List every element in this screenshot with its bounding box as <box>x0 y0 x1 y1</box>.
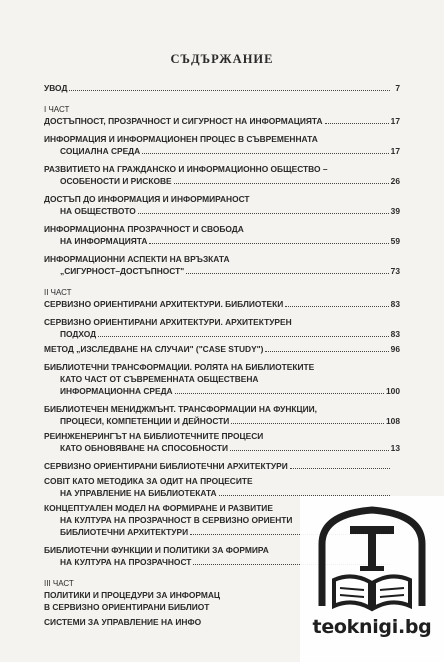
dot-leader <box>325 115 389 124</box>
toc-entry[interactable] <box>44 82 400 94</box>
toc-entry[interactable] <box>44 328 400 340</box>
dot-leader <box>149 235 388 244</box>
toc-entry-title: НА УПРАВЛЕНИЕ НА БИБЛИОТЕКАТА <box>60 488 217 498</box>
dot-leader <box>265 343 388 352</box>
toc-entry[interactable] <box>44 193 400 205</box>
toc-entry-title: РЕИНЖЕНЕРИНГЪТ НА БИБЛИОТЕЧНИТЕ ПРОЦЕСИ <box>44 431 264 441</box>
toc-entry-title: ИНФОРМАЦИОННА ПРОЗРАЧНОСТ И СВОБОДА <box>44 224 244 234</box>
toc-entry[interactable] <box>44 133 400 145</box>
dot-leader <box>231 415 384 424</box>
toc-entry-title: ПОЛИТИКИ И ПРОЦЕДУРИ ЗА ИНФОРМАЦ <box>44 590 221 600</box>
toc-entry-title: БИБЛИОТЕЧЕН МЕНИДЖМЪНТ. ТРАНСФОРМАЦИИ НА ФУНКЦИИ, <box>44 404 317 414</box>
dot-leader <box>219 487 390 496</box>
dot-leader <box>316 362 390 370</box>
dot-leader <box>142 145 388 154</box>
toc-entry-title: СИСТЕМИ ЗА УПРАВЛЕНИЕ НА ИНФО <box>44 617 202 627</box>
toc-entry-page: 13 <box>390 443 400 453</box>
dot-leader <box>69 82 390 91</box>
toc-entry-title: КАТО ОБНОВЯВАНЕ НА СПОСОБНОСТИ <box>60 443 229 453</box>
toc-entry-title: НА ИНФОРМАЦИЯТА <box>60 236 148 246</box>
dot-leader <box>175 385 384 394</box>
toc-entry[interactable] <box>44 235 400 247</box>
toc-entry-page: 17 <box>390 116 400 126</box>
toc-entry-page: 39 <box>390 206 400 216</box>
toc-entry-title: УВОД <box>44 83 68 93</box>
toc-entry-title: СОЦИАЛНА СРЕДА <box>60 146 141 156</box>
toc-entry-page: 83 <box>390 329 400 339</box>
dot-leader <box>330 164 391 172</box>
dot-leader <box>186 265 388 274</box>
dot-leader <box>320 134 390 142</box>
toc-spacer <box>44 94 400 104</box>
toc-entry-title: НА ОБЩЕСТВОТО <box>60 206 136 216</box>
watermark-site-name: teoknigi.bg <box>312 616 432 638</box>
toc-entry[interactable] <box>44 145 400 157</box>
dot-leader <box>290 460 390 469</box>
toc-entry[interactable] <box>44 163 400 175</box>
toc-entry-page: 7 <box>395 83 400 93</box>
toc-entry-page: 26 <box>390 176 400 186</box>
toc-entry-title: СЕРВИЗНО ОРИЕНТИРАНИ БИБЛИОТЕЧНИ АРХИТЕКТУРИ <box>44 461 288 471</box>
toc-entry-title: БИБЛИОТЕЧНИ ФУНКЦИИ И ПОЛИТИКИ ЗА ФОРМИРА <box>44 545 269 555</box>
toc-entry-page: 73 <box>390 266 400 276</box>
toc-entry-title: ПОДХОД <box>60 329 97 339</box>
toc-entry-title: БИБЛИОТЕЧНИ АРХИТЕКТУРИ <box>60 527 189 537</box>
dot-leader <box>230 442 389 451</box>
toc-entry-page: 108 <box>386 416 400 426</box>
toc-entry[interactable] <box>44 430 400 442</box>
toc-entry[interactable] <box>44 385 400 397</box>
toc-entry[interactable] <box>44 316 400 328</box>
dot-leader <box>174 175 389 184</box>
toc-entry-title: МЕТОД „ИЗСЛЕДВАНЕ НА СЛУЧАИ" ("CASE STUDY") <box>44 344 264 354</box>
toc-entry-title: КАТО ЧАСТ ОТ СЪВРЕМЕННАТА ОБЩЕСТВЕНА <box>60 374 259 384</box>
toc-entry[interactable] <box>44 361 400 373</box>
toc-entry-title: ОСОБЕНОСТИ И РИСКОВЕ <box>60 176 172 186</box>
toc-entry-title: ДОСТЪП ДО ИНФОРМАЦИЯ И ИНФОРМИРАНОСТ <box>44 194 250 204</box>
toc-entry-title: COBIT КАТО МЕТОДИКА ЗА ОДИТ НА ПРОЦЕСИТЕ <box>44 476 253 486</box>
toc-spacer <box>44 277 400 287</box>
dot-leader <box>285 298 388 307</box>
toc-entry-title: КОНЦЕПТУАЛЕН МОДЕЛ НА ФОРМИРАНЕ И РАЗВИТИЕ <box>44 503 273 513</box>
toc-entry[interactable] <box>44 265 400 277</box>
dot-leader <box>261 374 391 382</box>
dot-leader <box>319 404 390 412</box>
dot-leader <box>255 476 390 484</box>
dot-leader <box>252 194 390 202</box>
toc-entry[interactable] <box>44 175 400 187</box>
toc-entry[interactable] <box>44 115 400 127</box>
dot-leader <box>265 431 390 439</box>
watermark-logo <box>300 496 444 662</box>
toc-entry-page: 83 <box>390 299 400 309</box>
toc-entry-title: СЕРВИЗНО ОРИЕНТИРАНИ АРХИТЕКТУРИ. БИБЛИОТЕКИ <box>44 299 284 309</box>
toc-entry-title: ИНФОРМАЦИОННА СРЕДА <box>60 386 173 396</box>
toc-entry-title: БИБЛИОТЕЧНИ ТРАНСФОРМАЦИИ. РОЛЯТА НА БИБЛИОТЕКИТЕ <box>44 362 315 372</box>
dot-leader <box>138 205 389 214</box>
toc-entry-title: СЕРВИЗНО ОРИЕНТИРАНИ АРХИТЕКТУРИ. АРХИТЕКТУРЕН <box>44 317 292 327</box>
toc-entry-title: РАЗВИТИЕТО НА ГРАЖДАНСКО И ИНФОРМАЦИОННО ОБЩЕСТВО – <box>44 164 328 174</box>
toc-entry-page: 100 <box>386 386 400 396</box>
toc-entry[interactable] <box>44 298 400 310</box>
part-heading: III ЧАСТ <box>44 579 74 588</box>
toc-entry-title: ПРОЦЕСИ, КОМПЕТЕНЦИИ И ДЕЙНОСТИ <box>60 416 230 426</box>
dot-leader <box>98 328 389 337</box>
toc-entry-page: 17 <box>390 146 400 156</box>
toc-entry-page: 59 <box>390 236 400 246</box>
toc-entry-title: В СЕРВИЗНО ОРИЕНТИРАНИ БИБЛИОТ <box>44 602 210 612</box>
toc-entry[interactable] <box>44 475 400 487</box>
toc-entry[interactable] <box>44 415 400 427</box>
part-heading: II ЧАСТ <box>44 288 72 297</box>
toc-entry-title: „СИГУРНОСТ–ДОСТЪПНОСТ" <box>60 266 185 276</box>
toc-entry[interactable] <box>44 460 400 472</box>
toc-entry-title: НА КУЛТУРА НА ПРОЗРАЧНОСТ <box>60 557 192 567</box>
toc-entry[interactable] <box>44 205 400 217</box>
toc-entry[interactable] <box>44 223 400 235</box>
toc-entry[interactable] <box>44 253 400 265</box>
toc-entry[interactable] <box>44 343 400 355</box>
toc-entry[interactable] <box>44 373 400 385</box>
toc-entry[interactable] <box>44 442 400 454</box>
dot-leader <box>232 254 390 262</box>
dot-leader <box>246 224 390 232</box>
toc-entry[interactable] <box>44 403 400 415</box>
part-heading: I ЧАСТ <box>44 105 70 114</box>
toc-entry-title: ИНФОРМАЦИЯ И ИНФОРМАЦИОНЕН ПРОЦЕС В СЪВРЕМЕННАТА <box>44 134 318 144</box>
toc-entry-page: 96 <box>390 344 400 354</box>
dot-leader <box>294 317 390 325</box>
toc-entry-title: ДОСТЪПНОСТ, ПРОЗРАЧНОСТ И СИГУРНОСТ НА ИНФОРМАЦИЯТА <box>44 116 323 126</box>
toc-entry-title: ИНФОРМАЦИОННИ АСПЕКТИ НА ВРЪЗКАТА <box>44 254 230 264</box>
toc-entry-title: НА КУЛТУРА НА ПРОЗРАЧНОСТ В СЕРВИЗНО ОРИЕНТИ <box>60 515 293 525</box>
page-title: СЪДЪРЖАНИЕ <box>170 52 274 66</box>
